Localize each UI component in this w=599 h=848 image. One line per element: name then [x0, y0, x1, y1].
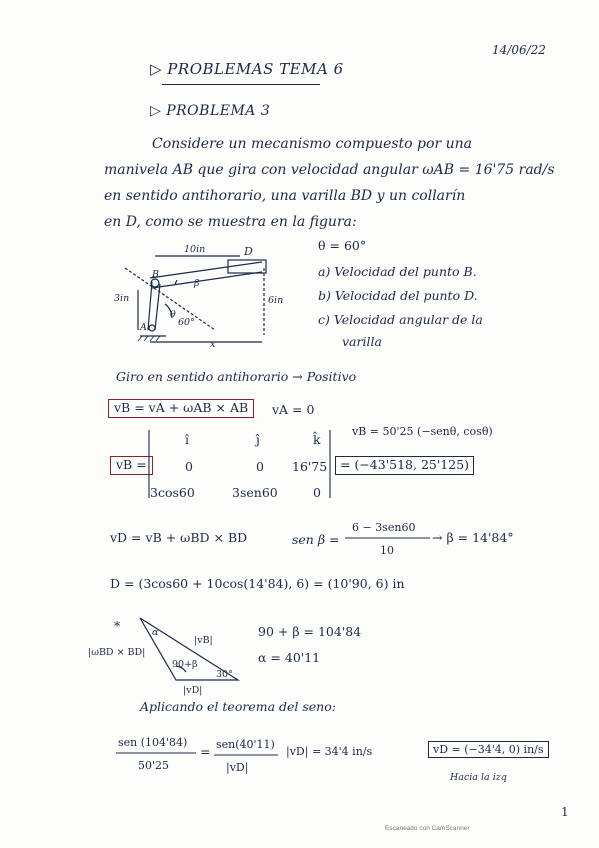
figure-label-60: 60°	[178, 317, 195, 328]
figure-label-d: D	[244, 245, 253, 258]
vb-result-box: = (−43'518, 25'125)	[335, 456, 474, 475]
triangle-label-alpha: α	[152, 627, 159, 638]
det-r2c2: 0	[256, 459, 264, 474]
triangle-label-vb: |vB|	[194, 635, 213, 646]
vd-equation: vD = vB + ωBD × BD	[110, 530, 248, 545]
figure-label-b: B	[152, 269, 159, 280]
sine-rule-note: Aplicando el teorema del seno:	[140, 699, 336, 714]
position-vector-d: D = (3cos60 + 10cos(14'84), 6) = (10'90, 6) in	[110, 576, 405, 591]
triangle-label-30: 30°	[216, 669, 233, 680]
page-heading: ▷ PROBLEMAS TEMA 6	[150, 60, 344, 78]
figure-label-6in: 6in	[268, 295, 284, 306]
figure-label-3in: 3in	[114, 293, 130, 304]
va-equation: vA = 0	[272, 402, 315, 417]
vd-final-box: vD = (−34'4, 0) in/s	[428, 741, 549, 758]
date-label: 14/06/22	[492, 43, 546, 57]
given-theta: θ = 60°	[318, 238, 367, 253]
triangle-label-vd: |vD|	[183, 685, 203, 696]
det-r3c3: 0	[313, 485, 321, 500]
det-i: î	[185, 432, 189, 447]
frac1-numerator: sen (104'84)	[118, 736, 188, 749]
question-a: a) Velocidad del punto B.	[318, 264, 477, 279]
triangle-label-wbd: |ωBD × BD|	[88, 647, 146, 658]
figure-label-10in: 10in	[184, 244, 206, 255]
beta-result: → β = 14'84°	[432, 530, 514, 545]
vb-formula: vB = 50'25 (−senθ, cosθ)	[352, 425, 493, 438]
vd-magnitude: |vD| = 34'4 in/s	[286, 745, 373, 758]
sen-beta-label: sen β =	[292, 532, 340, 547]
det-r2c1: 0	[185, 459, 193, 474]
det-j: ĵ	[256, 432, 260, 447]
statement-line-4: en D, como se muestra en la figura:	[104, 214, 357, 230]
figure-label-x: x	[210, 339, 216, 350]
det-k: k̂	[313, 432, 321, 447]
statement-line-2: manivela AB que gira con velocidad angular ωAB = 16'75 rad/s	[104, 162, 555, 178]
statement-line-3: en sentido antihorario, una varilla BD y un collarín	[104, 188, 466, 204]
figure-label-beta: β	[194, 278, 200, 289]
triangle-label-90b: 90+β	[172, 659, 198, 670]
page-number: 1	[561, 805, 569, 819]
rotation-sense-note: Giro en sentido antihorario → Positivo	[116, 369, 357, 384]
triangle-star: *	[114, 618, 121, 633]
vb-equation-box: vB = vA + ωAB × AB	[108, 399, 254, 418]
frac2-numerator: sen(40'11)	[216, 738, 275, 751]
statement-line-1: Considere un mecanismo compuesto por una	[152, 136, 472, 152]
question-c-line2: varilla	[342, 334, 382, 349]
det-r3c2: 3sen60	[232, 485, 278, 500]
vb-determinant-label: vB =	[110, 456, 153, 475]
direction-note: Hacia la izq	[450, 772, 507, 783]
problem-heading: ▷ PROBLEMA 3	[150, 103, 271, 119]
figure-label-theta: θ	[170, 309, 176, 320]
frac2-denominator: |vD|	[226, 761, 249, 774]
det-r3c1: 3cos60	[150, 485, 195, 500]
frac1-denominator: 50'25	[138, 759, 170, 772]
alpha-value: α = 40'11	[258, 650, 321, 665]
figure-label-a: A	[140, 322, 147, 333]
question-c-line1: c) Velocidad angular de la	[318, 312, 483, 327]
scanner-footer: Escaneado con CamScanner	[385, 825, 470, 832]
det-r2c3: 16'75	[292, 459, 328, 474]
sine-equals: =	[200, 744, 211, 759]
sen-beta-denominator: 10	[380, 544, 394, 557]
sen-beta-numerator: 6 − 3sen60	[352, 521, 416, 534]
question-b: b) Velocidad del punto D.	[318, 288, 478, 303]
angle-sum-equation: 90 + β = 104'84	[258, 624, 362, 639]
